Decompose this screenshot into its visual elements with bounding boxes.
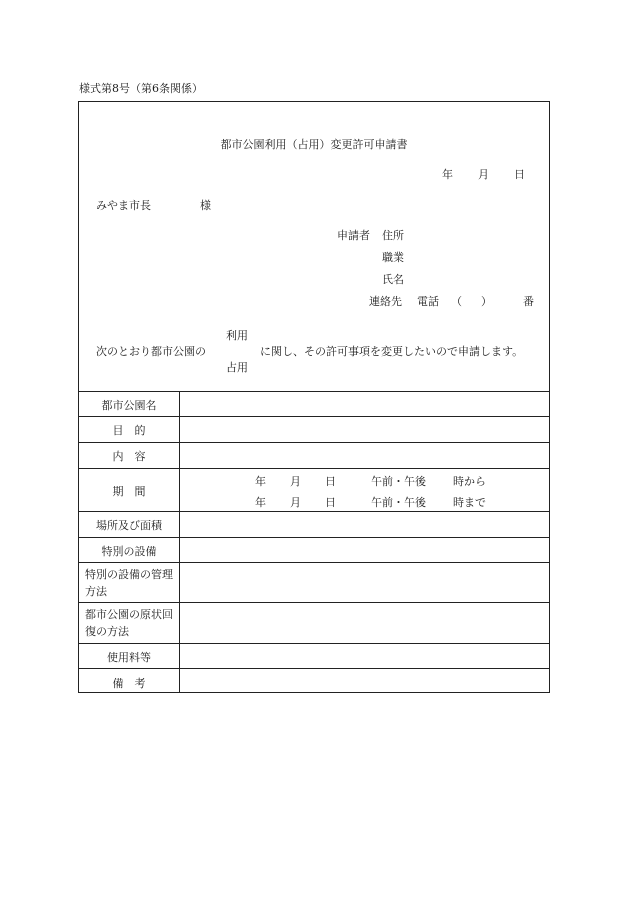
applicant-name: 氏名	[382, 273, 404, 286]
row-label-content: 内 容	[112, 450, 146, 463]
addressee-name: みやま市長	[96, 199, 151, 212]
period-to-day: 日	[325, 496, 336, 509]
phone-ban: 番	[523, 295, 534, 308]
period-to-suffix: 時まで	[453, 496, 486, 509]
date-year: 年	[442, 168, 453, 181]
period-from-day: 日	[325, 475, 336, 488]
row-label-restoration: 都市公園の原状回復の方法	[85, 608, 173, 638]
row-label-location-area: 場所及び面積	[96, 519, 162, 532]
period-to-month: 月	[290, 496, 301, 509]
row-rule	[79, 668, 549, 669]
row-label-special-facility: 特別の設備	[101, 545, 157, 558]
addressee-suffix: 様	[200, 199, 211, 212]
period-from-ampm: 午前・午後	[371, 475, 426, 488]
row-label-park-name: 都市公園名	[101, 399, 157, 412]
applicant-label: 申請者	[337, 229, 370, 242]
applicant-address: 住所	[382, 229, 404, 242]
contact-label: 連絡先	[369, 295, 402, 308]
period-from-year: 年	[255, 475, 266, 488]
row-label-remarks: 備 考	[112, 677, 146, 690]
row-label-purpose: 目 的	[112, 424, 146, 437]
option-use: 利用	[226, 329, 248, 342]
row-rule	[79, 442, 549, 443]
row-rule	[79, 511, 549, 512]
application-form	[78, 101, 550, 693]
form-title: 都市公園利用（占用）変更許可申請書	[220, 138, 408, 151]
table-top-rule	[79, 391, 549, 392]
row-rule	[79, 537, 549, 538]
date-month: 月	[478, 168, 489, 181]
row-rule	[79, 602, 549, 603]
form-code: 様式第8号（第6条関係）	[79, 82, 203, 95]
date-day: 日	[514, 168, 525, 181]
statement-prefix: 次のとおり都市公園の	[96, 345, 206, 358]
period-from-suffix: 時から	[453, 475, 486, 488]
applicant-occupation: 職業	[382, 251, 404, 264]
phone-label: 電話	[417, 295, 439, 308]
phone-paren-close: ）	[481, 295, 492, 308]
row-rule	[79, 643, 549, 644]
period-to-year: 年	[255, 496, 266, 509]
phone-paren-open: （	[451, 295, 462, 308]
row-rule	[79, 416, 549, 417]
option-occupy: 占用	[226, 361, 248, 374]
period-to-ampm: 午前・午後	[371, 496, 426, 509]
row-label-period: 期 間	[112, 485, 146, 498]
row-rule	[79, 562, 549, 563]
row-label-facility-management: 特別の設備の管理方法	[85, 568, 173, 598]
row-rule	[79, 468, 549, 469]
statement-suffix: に関し、その許可事項を変更したいので申請します。	[260, 345, 524, 358]
column-divider	[179, 391, 180, 692]
row-label-fee: 使用料等	[107, 651, 151, 664]
period-from-month: 月	[290, 475, 301, 488]
